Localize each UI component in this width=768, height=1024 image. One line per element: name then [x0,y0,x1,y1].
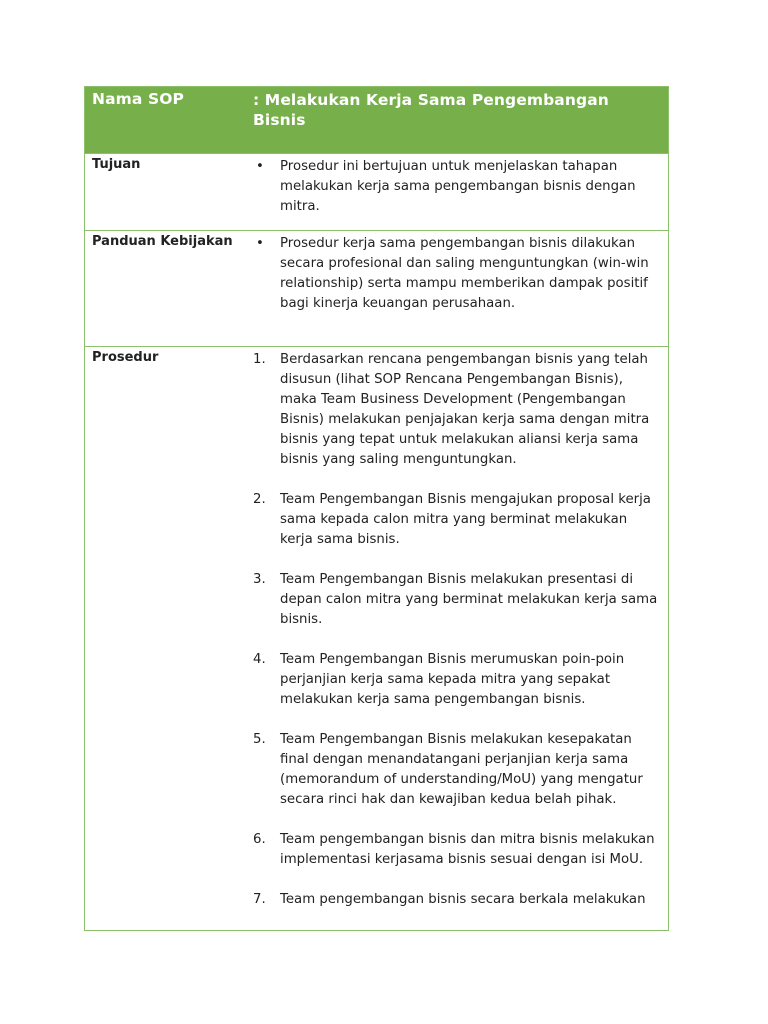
list-item [253,570,662,630]
step-number: 2. [253,492,266,507]
prosedur-row [85,347,668,930]
step-text: Team pengembangan bisnis dan mitra bisnis melakukan implementasi kerjasama bisnis sesuai dengan isi MoU. [280,832,655,867]
prosedur-content [253,347,668,930]
prosedur-label: Prosedur [92,350,159,365]
panduan-label: Panduan Kebijakan [92,234,233,250]
list-item [253,490,662,550]
step-number: 7. [253,892,266,907]
step-text: Berdasarkan rencana pengembangan bisnis yang telah disusun (lihat SOP Rencana Pengembangan Bisnis), maka Team Business Development (Pengembangan Bisnis) melakukan penjajakan kerja sama dengan mitra bisnis yang tepat untuk melakukan aliansi kerja sama bisnis yang saling menguntungkan. [280,352,650,467]
step-number: 3. [253,572,266,587]
list-item [253,157,662,217]
step-number: 6. [253,832,266,847]
sop-title: : Melakukan Kerja Sama Pengembangan Bisnis [253,91,609,129]
step-text: Team Pengembangan Bisnis melakukan presentasi di depan calon mitra yang berminat melakukan kerja sama bisnis. [280,572,658,627]
panduan-text: Prosedur kerja sama pengembangan bisnis dilakukan secara profesional dan saling menguntungkan (win-win relationship) serta mampu memberikan dampak positif bagi kinerja keuangan perusahaan. [280,236,649,312]
list-item [253,890,662,910]
step-text: Team Pengembangan Bisnis merumuskan poin-poin perjanjian kerja sama kepada mitra yang sepakat melakukan kerja sama pengembangan bisnis. [280,652,625,707]
list-item [253,730,662,810]
header-label: Nama SOP [92,90,184,108]
list-item [253,234,662,314]
step-number: 4. [253,652,266,667]
bullet-marker: • [256,236,264,252]
list-item [253,350,662,470]
list-item [253,830,662,870]
step-text: Team Pengembangan Bisnis mengajukan proposal kerja sama kepada calon mitra yang berminat melakukan kerja sama bisnis. [280,492,651,547]
panduan-row [85,231,668,347]
header-row [85,87,668,154]
sop-table [84,86,669,931]
bullet-marker: • [256,158,264,174]
step-text: Team Pengembangan Bisnis melakukan kesepakatan final dengan menandatangani perjanjian kerja sama (memorandum of understanding/MoU) yang mengatur secara rinci hak dan kewajiban kedua belah pihak. [280,732,643,807]
tujuan-text: Prosedur ini bertujuan untuk menjelaskan tahapan melakukan kerja sama pengembangan bisnis dengan mitra. [280,158,636,214]
tujuan-content [253,154,668,230]
step-text: Team pengembangan bisnis secara berkala melakukan [280,892,646,907]
step-number: 1. [253,352,266,367]
panduan-content [253,231,668,346]
tujuan-label: Tujuan [92,156,141,172]
tujuan-row [85,154,668,231]
list-item [253,650,662,710]
step-number: 5. [253,732,266,747]
